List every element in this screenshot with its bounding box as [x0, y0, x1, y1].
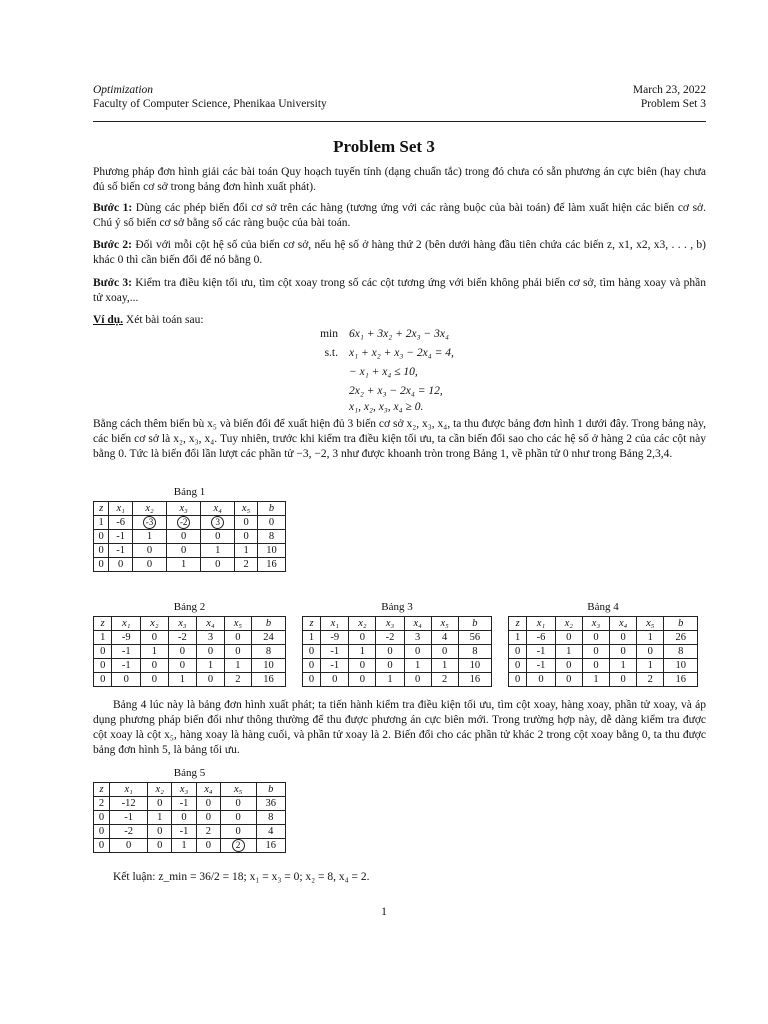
st-label: s.t. — [324, 347, 338, 359]
table-cell: 0 — [582, 645, 609, 659]
table-cell: 0 — [610, 631, 637, 645]
table-cell: 0 — [94, 811, 110, 825]
table-row — [94, 825, 286, 839]
header-cell: x₃ — [168, 617, 197, 631]
table-cell: 1 — [167, 558, 201, 572]
table-4 — [508, 616, 698, 687]
table-cell: 0 — [303, 645, 321, 659]
header-set: Problem Set 3 — [640, 98, 706, 110]
header-cell: x₃ — [167, 502, 201, 516]
table-cell: 0 — [148, 839, 172, 853]
header-cell: x₄ — [201, 502, 235, 516]
table-row — [94, 645, 286, 659]
table-cell: 0 — [197, 645, 224, 659]
table-row — [94, 673, 286, 687]
table-header-row — [303, 617, 492, 631]
table-cell: -1 — [527, 659, 555, 673]
header-cell: x₅ — [431, 617, 458, 631]
table-cell: 0 — [94, 544, 109, 558]
table-cell: 10 — [257, 544, 285, 558]
header-cell: x₁ — [109, 502, 133, 516]
step-1-label: Bước 1: — [93, 202, 133, 214]
header-cell: b — [458, 617, 491, 631]
table-3 — [302, 616, 492, 687]
header-cell: z — [94, 617, 112, 631]
min-label: min — [320, 328, 338, 340]
table-1 — [93, 501, 286, 572]
table-row — [303, 631, 492, 645]
table-cell: 0 — [235, 516, 258, 530]
table-row — [94, 516, 286, 530]
table-cell: 1 — [610, 659, 637, 673]
header-cell: x₅ — [220, 783, 256, 797]
table-cell: 0 — [112, 673, 141, 687]
table-cell: 0 — [172, 811, 197, 825]
conclusion: Kết luận: z_min = 36/2 = 18; x₁ = x₃ = 0; x₂ = 8, x₄ = 2. — [113, 871, 370, 883]
table-cell: 0 — [257, 516, 285, 530]
table-cell: 0 — [637, 645, 664, 659]
header-cell: x₃ — [172, 783, 197, 797]
table-header-row — [509, 617, 698, 631]
table-cell: 1 — [376, 673, 404, 687]
table-cell: 0 — [303, 673, 321, 687]
table-cell: -1 — [109, 530, 133, 544]
table-cell: 3 — [404, 631, 431, 645]
table-cell: 2 — [94, 797, 110, 811]
table-row — [94, 811, 286, 825]
table-cell: 3 — [197, 631, 224, 645]
header-cell: x₂ — [148, 783, 172, 797]
table-row — [509, 631, 698, 645]
page-title: Problem Set 3 — [333, 137, 435, 156]
page-number: 1 — [381, 906, 387, 918]
table-cell: 0 — [94, 645, 112, 659]
table-cell — [201, 516, 235, 530]
step-3 — [93, 276, 706, 306]
table-cell: 10 — [458, 659, 491, 673]
table-cell: 0 — [141, 659, 168, 673]
table-cell: 0 — [109, 839, 147, 853]
faculty-name: Faculty of Computer Science, Phenikaa University — [93, 98, 327, 110]
table-cell: 1 — [224, 659, 251, 673]
table-cell: 0 — [321, 673, 349, 687]
table-2 — [93, 616, 286, 687]
step-3-text: Kiểm tra điều kiện tối ưu, tìm cột xoay trong số các cột tương ứng với biến không phải biến cơ sở, tìm hàng xoay và phần tử xoay,... — [93, 277, 707, 304]
table-row — [303, 673, 492, 687]
table-cell: 0 — [220, 825, 256, 839]
table-cell: 0 — [94, 659, 112, 673]
step-1-text: Dùng các phép biến đổi cơ sở trên các hàng (tương ứng với các ràng buộc của bài toán) để làm xuất hiện các biến cơ sở. Chú ý số biến cơ sở bằng số các ràng buộc của bài toán. — [93, 202, 706, 229]
table-cell: 1 — [637, 631, 664, 645]
header-cell: x₅ — [224, 617, 251, 631]
table-cell: 0 — [94, 530, 109, 544]
table-cell: 4 — [256, 825, 285, 839]
table-cell: 2 — [235, 558, 258, 572]
table-cell: 1 — [141, 645, 168, 659]
table-cell: 0 — [349, 659, 376, 673]
table-cell: -6 — [109, 516, 133, 530]
table-cell: 0 — [610, 645, 637, 659]
table-cell: 0 — [509, 645, 527, 659]
example-intro — [93, 313, 204, 328]
table-cell: 1 — [349, 645, 376, 659]
table-cell: 1 — [303, 631, 321, 645]
paragraph-3: Bảng 4 lúc này là bảng đơn hình xuất phát; ta tiến hành kiểm tra điều kiện tối ưu, tìm cột xoay, hàng xoay, phần tử xoay, và áp dụng phương pháp biến đổi như thông thường để thu được phương án cực biên mới. Trong trường hợp này, dễ dàng kiểm tra được cột xoay là cột x₅, hàng xoay là hàng cuối, và phần tử xoay là 2. Biến đổi cho các phần tử khác 2 trong cột xoay bằng 0, ta thu được bảng đơn hình 5, là bảng tối ưu. — [93, 699, 706, 756]
step-2 — [93, 238, 706, 268]
table-row — [94, 631, 286, 645]
table-cell: 8 — [252, 645, 286, 659]
table-cell: 16 — [664, 673, 698, 687]
step-2-label: Bước 2: — [93, 239, 132, 251]
table-cell: 1 — [201, 544, 235, 558]
header-cell: x₃ — [582, 617, 609, 631]
table-cell: -2 — [376, 631, 404, 645]
table-cell: 0 — [132, 544, 166, 558]
header-cell: x₃ — [376, 617, 404, 631]
table-cell: 0 — [197, 673, 224, 687]
table-cell: 0 — [132, 558, 166, 572]
table-cell: 1 — [431, 659, 458, 673]
constraint-4: x₁, x₂, x₃, x₄ ≥ 0. — [349, 401, 424, 413]
table-4-caption: Bảng 4 — [587, 601, 619, 613]
table-cell — [220, 839, 256, 853]
table-cell — [132, 516, 166, 530]
header-cell: x₅ — [637, 617, 664, 631]
table-cell: 0 — [376, 659, 404, 673]
table-row — [94, 544, 286, 558]
table-3-caption: Bảng 3 — [381, 601, 413, 613]
table-cell: -9 — [112, 631, 141, 645]
table-cell: 8 — [257, 530, 285, 544]
table-row — [303, 645, 492, 659]
table-cell: 1 — [404, 659, 431, 673]
table-cell: -1 — [321, 659, 349, 673]
table-2-caption: Bảng 2 — [173, 601, 206, 613]
table-cell: 4 — [431, 631, 458, 645]
table-cell: 0 — [220, 797, 256, 811]
header-cell: b — [257, 502, 285, 516]
header-cell: z — [303, 617, 321, 631]
table-cell: -1 — [112, 645, 141, 659]
table-cell: -6 — [527, 631, 555, 645]
header-cell: x₄ — [404, 617, 431, 631]
header-cell: x₄ — [610, 617, 637, 631]
table-cell — [167, 516, 201, 530]
table-cell: 0 — [167, 544, 201, 558]
table-cell: 0 — [109, 558, 133, 572]
table-row — [303, 659, 492, 673]
table-cell: 1 — [582, 673, 609, 687]
table-cell: 16 — [256, 839, 285, 853]
step-1 — [93, 201, 706, 231]
table-cell: -1 — [112, 659, 141, 673]
table-row — [94, 839, 286, 853]
table-cell: 0 — [555, 659, 582, 673]
table-cell: 0 — [148, 797, 172, 811]
header-cell: x₂ — [555, 617, 582, 631]
table-cell: 0 — [94, 558, 109, 572]
header-cell: z — [94, 502, 109, 516]
table-row — [94, 659, 286, 673]
objective: 6x₁ + 3x₂ + 2x₃ − 3x₄ — [349, 328, 449, 340]
circled-value: 2 — [232, 839, 245, 852]
table-cell: 8 — [664, 645, 698, 659]
table-cell: 0 — [582, 631, 609, 645]
table-cell: 1 — [94, 631, 112, 645]
table-cell: 1 — [94, 516, 109, 530]
table-cell: 0 — [610, 673, 637, 687]
table-cell: 10 — [252, 659, 286, 673]
table-row — [94, 797, 286, 811]
header-cell: x₁ — [321, 617, 349, 631]
table-cell: 1 — [637, 659, 664, 673]
table-row — [509, 645, 698, 659]
table-cell: 1 — [509, 631, 527, 645]
table-cell: -9 — [321, 631, 349, 645]
table-cell: 0 — [431, 645, 458, 659]
header-date: March 23, 2022 — [632, 84, 706, 96]
table-5 — [93, 782, 286, 853]
table-cell: -1 — [109, 811, 147, 825]
table-header-row — [94, 783, 286, 797]
table-cell: -2 — [109, 825, 147, 839]
table-cell: 8 — [458, 645, 491, 659]
table-cell: 24 — [252, 631, 286, 645]
table-cell: 2 — [431, 673, 458, 687]
table-row — [509, 673, 698, 687]
table-cell: 0 — [201, 530, 235, 544]
table-cell: 0 — [235, 530, 258, 544]
header-cell: x₂ — [141, 617, 168, 631]
table-cell: 0 — [220, 811, 256, 825]
header-cell: x₄ — [197, 617, 224, 631]
table-cell: 0 — [201, 558, 235, 572]
constraint-2: − x₁ + x₄ ≤ 10, — [349, 366, 418, 378]
table-cell: 0 — [148, 825, 172, 839]
table-cell: 0 — [168, 659, 197, 673]
table-cell: -1 — [172, 797, 197, 811]
circled-value: -3 — [143, 516, 156, 529]
circled-value: -2 — [177, 516, 190, 529]
step-3-label: Bước 3: — [93, 277, 132, 289]
step-2-text: Đối với mỗi cột hệ số của biến cơ sở, nếu hệ số ở hàng thứ 2 (bên dưới hàng đầu tiên chứa các biến z, x1, x2, x3, . . . , b) khác 0 thì cần biến đổi để nó bằng 0. — [93, 239, 707, 266]
table-cell: 0 — [509, 659, 527, 673]
table-cell: 16 — [252, 673, 286, 687]
table-header-row — [94, 617, 286, 631]
table-cell: 1 — [168, 673, 197, 687]
header-cell: x₄ — [197, 783, 221, 797]
table-cell: 16 — [257, 558, 285, 572]
header-cell: x₁ — [112, 617, 141, 631]
table-cell: -1 — [527, 645, 555, 659]
table-1-caption: Bảng 1 — [173, 486, 206, 498]
table-cell: 0 — [167, 530, 201, 544]
header-cell: z — [94, 783, 110, 797]
table-cell: 1 — [172, 839, 197, 853]
table-cell: 0 — [224, 631, 251, 645]
table-row — [94, 530, 286, 544]
table-cell: 0 — [224, 645, 251, 659]
table-cell: 0 — [555, 631, 582, 645]
table-row — [94, 558, 286, 572]
table-cell: 0 — [527, 673, 555, 687]
header-cell: z — [509, 617, 527, 631]
table-cell: 2 — [224, 673, 251, 687]
table-cell: 0 — [94, 673, 112, 687]
table-cell: 0 — [197, 797, 221, 811]
table-cell: 0 — [94, 825, 110, 839]
table-cell: 2 — [637, 673, 664, 687]
table-cell: 8 — [256, 811, 285, 825]
table-cell: 0 — [555, 673, 582, 687]
table-cell: 0 — [404, 673, 431, 687]
table-cell: 0 — [349, 631, 376, 645]
header-cell: x₁ — [109, 783, 147, 797]
table-cell: -1 — [109, 544, 133, 558]
table-cell: 0 — [197, 839, 221, 853]
table-cell: 1 — [148, 811, 172, 825]
table-cell: 0 — [94, 839, 110, 853]
table-cell: 2 — [197, 825, 221, 839]
header-cell: b — [252, 617, 286, 631]
header-rule — [93, 121, 706, 122]
table-cell: 1 — [235, 544, 258, 558]
table-row — [509, 659, 698, 673]
table-cell: 0 — [141, 631, 168, 645]
table-cell: 16 — [458, 673, 491, 687]
table-header-row — [94, 502, 286, 516]
table-cell: 0 — [303, 659, 321, 673]
table-cell: 10 — [664, 659, 698, 673]
header-cell: x₅ — [235, 502, 258, 516]
table-cell: 0 — [509, 673, 527, 687]
example-text: Xét bài toán sau: — [125, 314, 204, 326]
table-cell: -12 — [109, 797, 147, 811]
table-cell: 0 — [349, 673, 376, 687]
table-cell: 36 — [256, 797, 285, 811]
table-cell: 1 — [555, 645, 582, 659]
header-cell: b — [664, 617, 698, 631]
table-cell: 1 — [132, 530, 166, 544]
table-cell: 1 — [197, 659, 224, 673]
circled-value: 3 — [211, 516, 224, 529]
header-cell: x₁ — [527, 617, 555, 631]
table-cell: 0 — [376, 645, 404, 659]
table-cell: 0 — [168, 645, 197, 659]
table-5-caption: Bảng 5 — [173, 767, 206, 779]
header-cell: x₂ — [132, 502, 166, 516]
intro-paragraph: Phương pháp đơn hình giải các bài toán Quy hoạch tuyến tính (dạng chuẩn tắc) trong đó chưa có sẵn phương án cực biên (hay chưa đủ số biến cơ sở trong bảng đơn hình xuất phát). — [93, 166, 706, 193]
table-cell: 0 — [582, 659, 609, 673]
course-name: Optimization — [93, 84, 154, 96]
table-cell: 0 — [404, 645, 431, 659]
constraint-1: x₁ + x₂ + x₃ − 2x₄ = 4, — [349, 347, 454, 359]
constraint-3: 2x₂ + x₃ − 2x₄ = 12, — [349, 385, 443, 397]
table-cell: 26 — [664, 631, 698, 645]
table-cell: -1 — [172, 825, 197, 839]
table-cell: 0 — [141, 673, 168, 687]
header-cell: b — [256, 783, 285, 797]
table-cell: 0 — [197, 811, 221, 825]
table-cell: 56 — [458, 631, 491, 645]
table-cell: -2 — [168, 631, 197, 645]
example-label: Ví dụ. — [93, 314, 124, 326]
paragraph-2: Bằng cách thêm biến bù x₅ và biến đổi để xuất hiện đủ 3 biến cơ sở x₂, x₃, x₄, ta thu được bảng đơn hình 1 dưới đây. Trong bảng này, các biến cơ sở là x₂, x₃, x₄. Tuy nhiên, trước khi kiểm tra điều kiện tối ưu, ta cần biến đổi sao cho các hệ số ở hàng 2 của các cột này bằng 0. Tức là biến đổi lần lượt các phần tử −3, −2, 3 như được khoanh tròn trong Bảng 1, về phần tử 0 như trong Bảng 2,3,4. — [93, 418, 706, 460]
table-cell: -1 — [321, 645, 349, 659]
header-cell: x₂ — [349, 617, 376, 631]
